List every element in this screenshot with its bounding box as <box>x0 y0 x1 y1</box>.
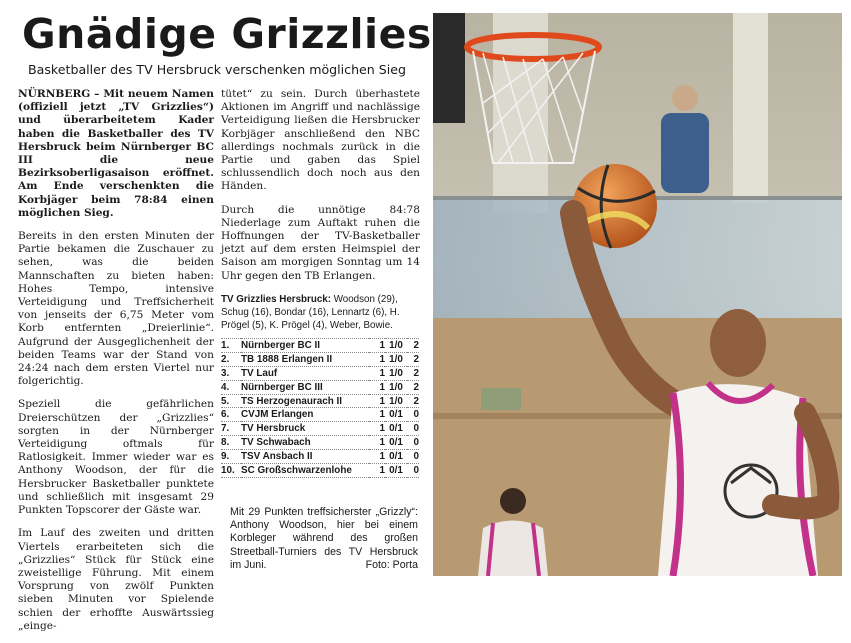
standings-points: 2 <box>407 339 419 353</box>
standings-points: 2 <box>407 394 419 408</box>
standings-team: TV Hersbruck <box>241 422 369 436</box>
standings-row <box>221 408 419 422</box>
standings-team: TV Schwabach <box>241 436 369 450</box>
standings-row <box>221 464 419 478</box>
standings-points: 0 <box>407 436 419 450</box>
article-paragraph: Im Lauf des zweiten und dritten Viertels erarbeiteten sich die „Grizzlies“ Stück für Stück eine zweistellige Führung. Mit einem Vorsprung von zwölf Punkten sieben Minuten vor Spielende schien der erhoffte Auswärtssieg „einge- <box>18 527 214 632</box>
subheadline: Basketballer des TV Hersbruck verschenken möglichen Sieg <box>28 62 407 77</box>
standings-games: 1 <box>369 339 385 353</box>
standings-points: 2 <box>407 380 419 394</box>
article-paragraph: Durch die unnötige 84:78 Niederlage zum Auftakt ruhen die Hoffnungen der TV-Basketballer jetzt auf dem ersten Heimspiel der Saison am morgigen Sonntag um 14 Uhr gegen den TB Erlangen. <box>221 203 420 282</box>
standings-games: 1 <box>369 422 385 436</box>
standings-row <box>221 450 419 464</box>
standings-team: CVJM Erlangen <box>241 408 369 422</box>
article-paragraph: Speziell die gefährlichen Dreierschützen der „Grizzlies“ sorgten in der Nürnberger Verteidigung oftmals für Ratlosigkeit. Immer wieder war es Anthony Woodson, der für die Hersbrucker Basketballer punktete und schließlich mit insgesamt 29 Punkten Topscorer der Gäste war. <box>18 398 214 517</box>
standings-points: 0 <box>407 450 419 464</box>
standings-team: Nürnberger BC III <box>241 380 369 394</box>
standings-row <box>221 436 419 450</box>
standings-rank: 6. <box>221 408 241 422</box>
standings-team: TSV Ansbach II <box>241 450 369 464</box>
standings-rank: 3. <box>221 366 241 380</box>
headline: Gnädige Grizzlies <box>22 10 432 58</box>
standings-row <box>221 394 419 408</box>
article-lead: NÜRNBERG – Mit neuem Namen (offiziell jetzt „TV Grizzlies“) und überarbeitetem Kader haben die Basketballer des TV Hersbruck beim Nürnberger BC III die neue Bezirksoberligasaison eröffnet. Am Ende verschenkten die Korbjäger beim 78:84 einen möglichen Sieg. <box>18 88 214 219</box>
standings-games: 1 <box>369 408 385 422</box>
standings-record: 1/0 <box>385 380 407 394</box>
standings-points: 2 <box>407 366 419 380</box>
standings-table <box>221 338 419 478</box>
standings-team: TB 1888 Erlangen II <box>241 352 369 366</box>
standings-games: 1 <box>369 366 385 380</box>
standings-rank: 9. <box>221 450 241 464</box>
standings-row <box>221 422 419 436</box>
standings-record: 0/1 <box>385 464 407 478</box>
article-paragraph: tütet“ zu sein. Durch überhastete Aktionen im Angriff und nachlässige Verteidigung ließen die Hersbrucker Korbjäger anschließend den NBC allerdings nochmals zurück in die Partie und gaben das Spiel schlussendlich doch noch aus den Händen. <box>221 88 420 193</box>
caption-text: Mit 29 Punkten treffsicherster „Grizzly“: Anthony Woodson, hier bei einem Korbleger während des großen Streetball-Turniers des TV Hersbruck im Juni. <box>230 506 418 571</box>
standings-record: 1/0 <box>385 366 407 380</box>
article-paragraph: Bereits in den ersten Minuten der Partie bekamen die Zuschauer zu sehen, was die beiden Mannschaften zu bieten haben: Hohes Tempo, intensive Verteidigung und Treffsicherheit von jenseits der 6,75 Meter vom Korb entfernten „Dreierlinie“. Aufgrund der Ausgeglichenheit der beiden Teams war der Stand von 24:24 nach dem ersten Viertel nur folgerichtig. <box>18 230 214 388</box>
basketball-photo <box>433 13 842 576</box>
player-layup-image <box>433 13 842 576</box>
standings-points: 0 <box>407 408 419 422</box>
standings-games: 1 <box>369 464 385 478</box>
standings-record: 0/1 <box>385 436 407 450</box>
standings-games: 1 <box>369 436 385 450</box>
standings-record: 0/1 <box>385 450 407 464</box>
standings-rank: 4. <box>221 380 241 394</box>
standings-points: 2 <box>407 352 419 366</box>
team-players: Woodson (29), Schug (16), Bondar (16), Lennartz (6), H. Prögel (5), K. Prögel (4), Weber, Bowie. <box>221 293 400 331</box>
standings-team: Nürnberger BC II <box>241 339 369 353</box>
standings-row <box>221 380 419 394</box>
standings-games: 1 <box>369 380 385 394</box>
standings-rank: 1. <box>221 339 241 353</box>
standings-row <box>221 366 419 380</box>
team-lineup <box>221 293 420 332</box>
standings-games: 1 <box>369 352 385 366</box>
photo-caption <box>230 506 418 572</box>
standings-games: 1 <box>369 394 385 408</box>
standings-record: 1/0 <box>385 352 407 366</box>
standings-games: 1 <box>369 450 385 464</box>
standings-row <box>221 339 419 353</box>
standings-rank: 2. <box>221 352 241 366</box>
article-column-1 <box>18 88 214 643</box>
standings-points: 0 <box>407 464 419 478</box>
standings-rank: 5. <box>221 394 241 408</box>
standings-team: TS Herzogenaurach II <box>241 394 369 408</box>
standings-record: 1/0 <box>385 339 407 353</box>
team-label: TV Grizzlies Hersbruck: <box>221 293 331 305</box>
standings-rank: 8. <box>221 436 241 450</box>
standings-row <box>221 352 419 366</box>
standings-record: 0/1 <box>385 422 407 436</box>
standings-rank: 7. <box>221 422 241 436</box>
standings-points: 0 <box>407 422 419 436</box>
standings-record: 0/1 <box>385 408 407 422</box>
standings-rank: 10. <box>221 464 241 478</box>
standings-team: SC Großschwarzenlohe <box>241 464 369 478</box>
photo-credit: Foto: Porta <box>365 558 418 571</box>
standings-team: TV Lauf <box>241 366 369 380</box>
article-column-2 <box>221 88 420 332</box>
standings-record: 1/0 <box>385 394 407 408</box>
